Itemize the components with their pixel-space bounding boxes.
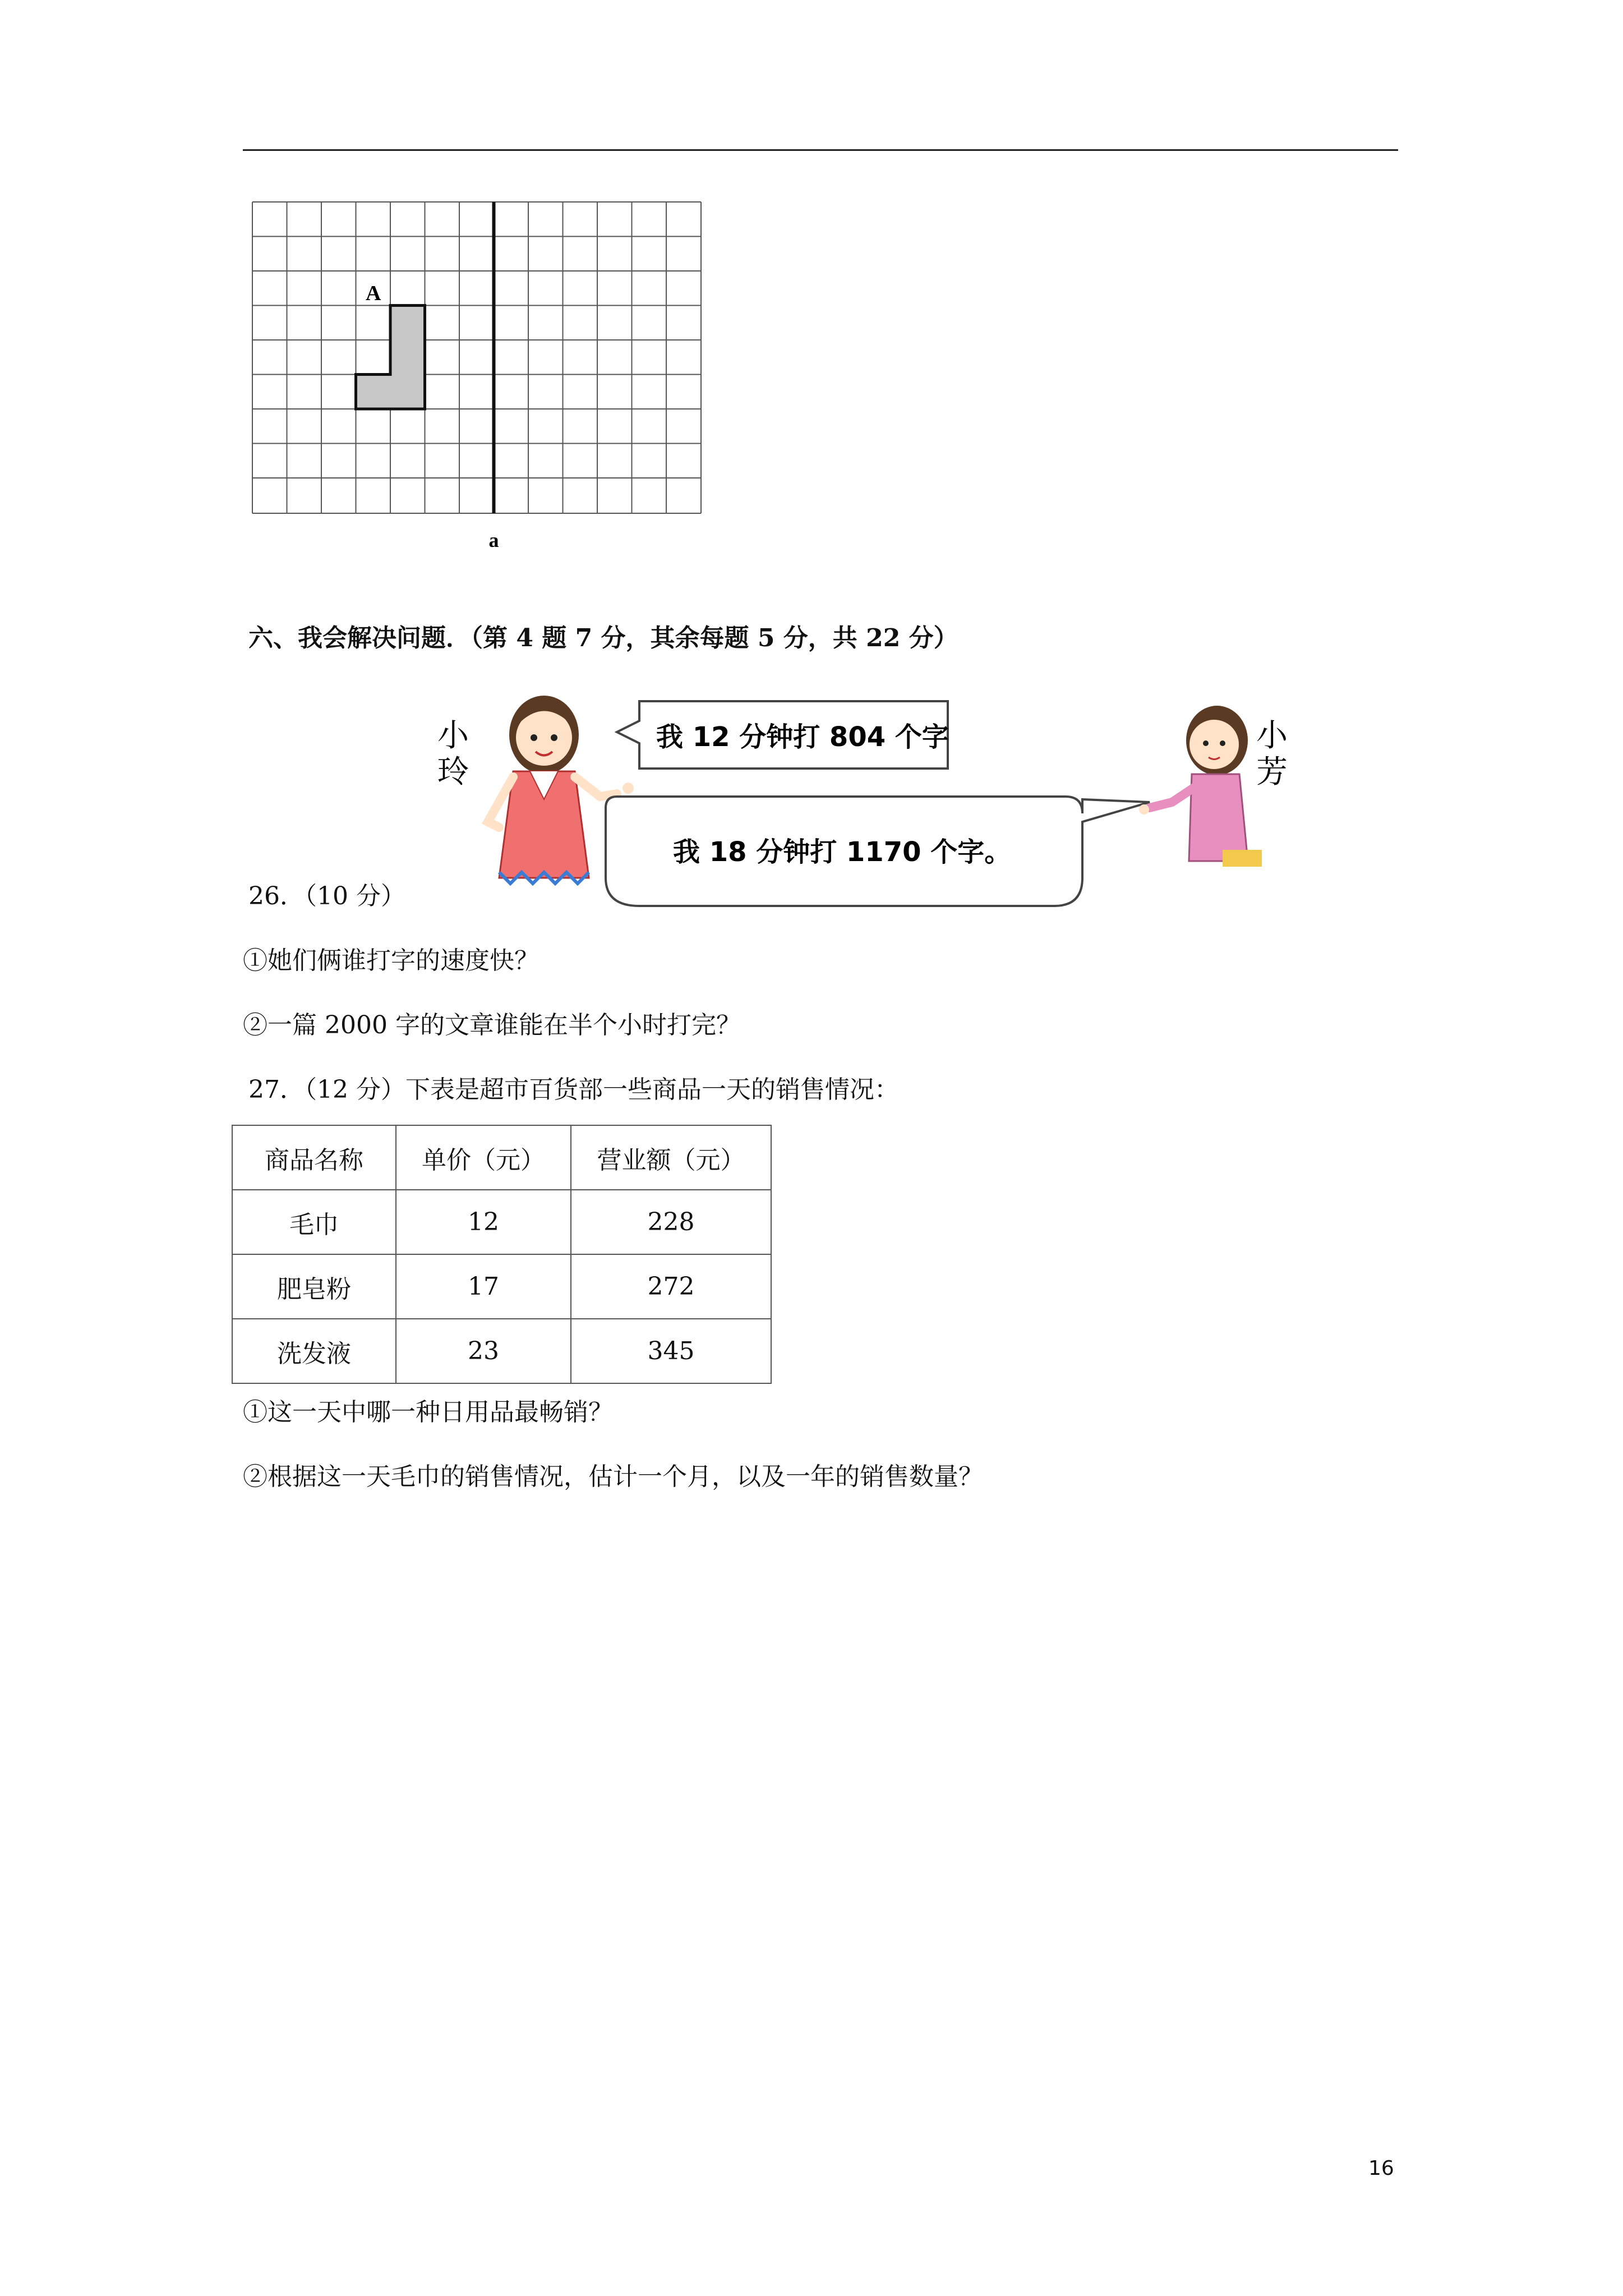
table-cell: 毛巾: [232, 1190, 396, 1254]
typing-scene: [415, 682, 1290, 912]
right-name-char-1: 小: [1256, 717, 1288, 754]
left-name-char-1: 小: [437, 717, 469, 754]
shape-a: [356, 306, 425, 409]
table-header: 单价（元）: [396, 1125, 571, 1190]
bubble-left-text: 我 12 分钟打 804 个字: [656, 721, 949, 753]
girl-xiaofang-illustration: [1139, 706, 1262, 867]
table-header: 商品名称: [232, 1125, 396, 1190]
table-row: [232, 1190, 771, 1254]
page-number: 16: [1368, 2157, 1394, 2180]
table-cell: 肥皂粉: [232, 1254, 396, 1319]
table-cell: 17: [396, 1254, 571, 1319]
table-header-row: [232, 1125, 771, 1190]
point-label-a: A: [366, 282, 381, 305]
header-rule: [243, 149, 1398, 151]
table-row: [232, 1254, 771, 1319]
sales-table: [232, 1125, 772, 1384]
grid-figure: [247, 199, 707, 550]
table-cell: 345: [571, 1319, 771, 1383]
q26-heading: 26．（10 分）: [248, 882, 405, 910]
table-cell: 12: [396, 1190, 571, 1254]
axis-label-a: a: [488, 529, 499, 550]
section-title: 六、我会解决问题．（第 4 题 7 分，其余每题 5 分，共 22 分）: [248, 624, 958, 652]
table-row: [232, 1319, 771, 1383]
grid-lines: [252, 202, 701, 513]
right-name-char-2: 芳: [1256, 754, 1288, 790]
table-cell: 272: [571, 1254, 771, 1319]
bubble-right-text: 我 18 分钟打 1170 个字。: [673, 836, 1012, 868]
table-header: 营业额（元）: [571, 1125, 771, 1190]
table-cell: 洗发液: [232, 1319, 396, 1383]
q27-sub2: ②根据这一天毛巾的销售情况，估计一个月，以及一年的销售数量？: [243, 1462, 983, 1491]
q26-sub2: ②一篇 2000 字的文章谁能在半个小时打完？: [243, 1011, 741, 1039]
q27-sub1: ①这一天中哪一种日用品最畅销？: [243, 1398, 613, 1427]
q26-sub1: ①她们俩谁打字的速度快？: [243, 946, 539, 975]
left-name-char-2: 玲: [437, 754, 469, 790]
table-cell: 23: [396, 1319, 571, 1383]
table-cell: 228: [571, 1190, 771, 1254]
q27-heading: 27．（12 分）下表是超市百货部一些商品一天的销售情况：: [248, 1075, 899, 1104]
